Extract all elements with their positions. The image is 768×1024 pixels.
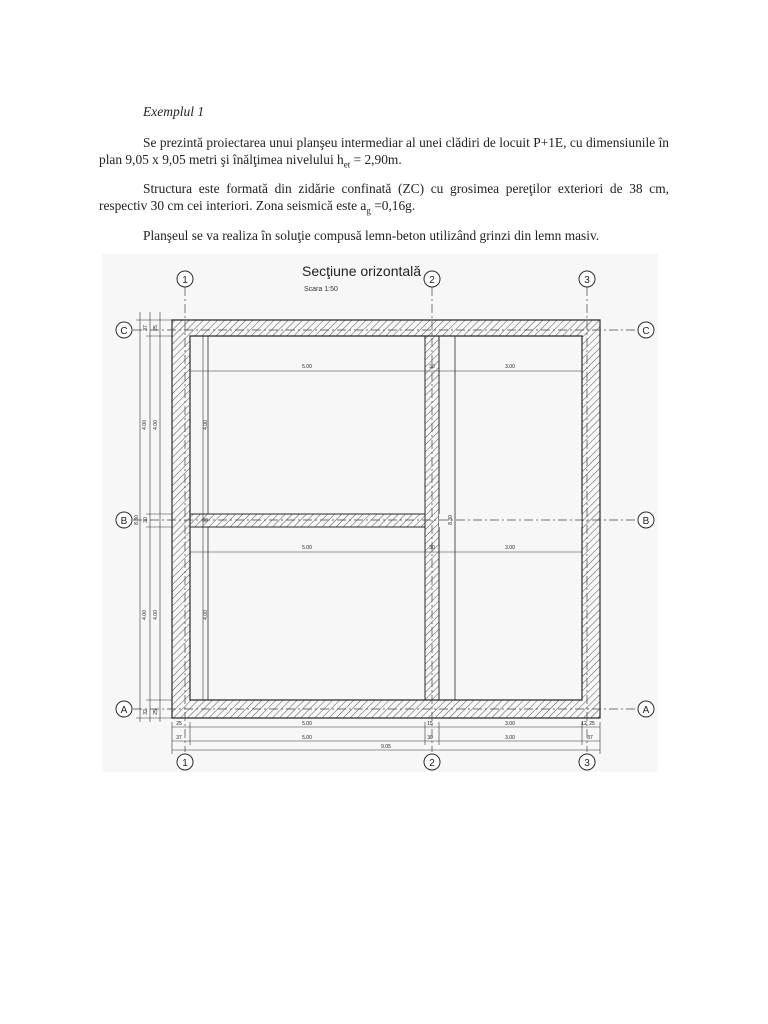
- dim-bottom-left-span-1: 5.00: [302, 721, 312, 727]
- axis-label-1-top: 1: [182, 275, 188, 286]
- dim-left-chain-2-bottom: 4.00: [153, 610, 159, 620]
- axis-label-b-left: B: [120, 516, 128, 527]
- drawing-scale: Scara 1:50: [304, 286, 338, 293]
- bottom-dimension-labels: [176, 721, 595, 750]
- dim-bottom-30-mid: 30: [427, 735, 433, 741]
- paragraph-2-text-end: =0,16g.: [370, 198, 416, 213]
- paragraph-1-text-end: = 2,90m.: [350, 152, 402, 167]
- paragraph-1-text: Se prezintă proiectarea unui planşeu intermediar al unei clădiri de locuit P+1E, cu dimensiunile în plan 9,05 x 9,05 metri şi înălţimea nivelului h: [99, 135, 669, 167]
- dim-left-total: 8.30: [134, 515, 140, 525]
- dim-bottom-25-right: 25: [589, 721, 595, 727]
- dim-right-span-mid: 3.00: [505, 545, 515, 551]
- dim-left-25-top: 25: [153, 325, 159, 331]
- dim-bottom-left-span-2: 5.00: [302, 735, 312, 741]
- interior-walls: [190, 336, 582, 700]
- dim-interior-wall-top: 30: [429, 364, 435, 370]
- dim-left-37-top: 37: [143, 325, 149, 331]
- axis-label-c-left: C: [120, 326, 128, 337]
- dim-left-32-bottom: 32: [143, 709, 149, 715]
- example-heading: Exemplul 1: [143, 104, 205, 119]
- dim-left-chain-1-top: 4.00: [142, 420, 148, 430]
- dim-interior-wall-b: 30: [202, 518, 208, 524]
- dim-right-span-top: 3.00: [505, 364, 515, 370]
- drawing-title: Secţiune orizontală: [302, 263, 422, 279]
- paragraph-1-subscript: et: [343, 159, 351, 170]
- dim-vertical-total-inner: 8.30: [448, 515, 454, 525]
- dim-left-chain-2-top: 4.00: [153, 420, 159, 430]
- axis-label-3-bottom: 3: [584, 758, 590, 769]
- axis-label-2-top: 2: [429, 275, 435, 286]
- dim-bottom-15-mid: 15: [427, 721, 433, 727]
- dim-bottom-37-left: 37: [176, 735, 182, 741]
- dim-left-30-mid: 30: [143, 517, 149, 523]
- paragraph-2-text: Structura este formată din zidărie confinată (ZC) cu grosimea pereţilor exteriori de 38 cm, respectiv 30 cm cei interiori. Zona seismică este a: [99, 181, 669, 213]
- dim-left-span-mid: 5.00: [302, 545, 312, 551]
- dim-vertical-room-top: 4.00: [203, 420, 209, 430]
- dim-bottom-37-right: 37: [587, 735, 593, 741]
- axis-label-c-right: C: [642, 326, 650, 337]
- paragraph-2-subscript: g: [366, 205, 371, 216]
- dim-bottom-right-span-1: 3.00: [505, 721, 515, 727]
- axis-label-a-right: A: [642, 705, 650, 716]
- axis-label-2-bottom: 2: [429, 758, 435, 769]
- dim-bottom-right-span-2: 3.00: [505, 735, 515, 741]
- axis-label-1-bottom: 1: [182, 758, 188, 769]
- dim-left-chain-1-bottom: 4.00: [142, 610, 148, 620]
- dim-vertical-room-bottom: 4.00: [203, 610, 209, 620]
- axis-label-3-top: 3: [584, 275, 590, 286]
- paragraph-floor-solution: Planşeul se va realiza în soluţie compusă lemn-beton utilizând grinzi din lemn masiv.: [143, 228, 600, 243]
- dim-bottom-25-left: 25: [176, 721, 182, 727]
- dim-left-25-bottom: 25: [153, 709, 159, 715]
- dim-left-span-top: 5.00: [302, 364, 312, 370]
- dim-bottom-total: 9.05: [381, 744, 391, 750]
- left-dimension-chains: [136, 312, 172, 722]
- axis-label-a-left: A: [120, 705, 128, 716]
- dim-bottom-12-right: 12: [581, 721, 587, 727]
- dim-interior-wall-mid: 30: [429, 545, 435, 551]
- axis-label-b-right: B: [642, 516, 650, 527]
